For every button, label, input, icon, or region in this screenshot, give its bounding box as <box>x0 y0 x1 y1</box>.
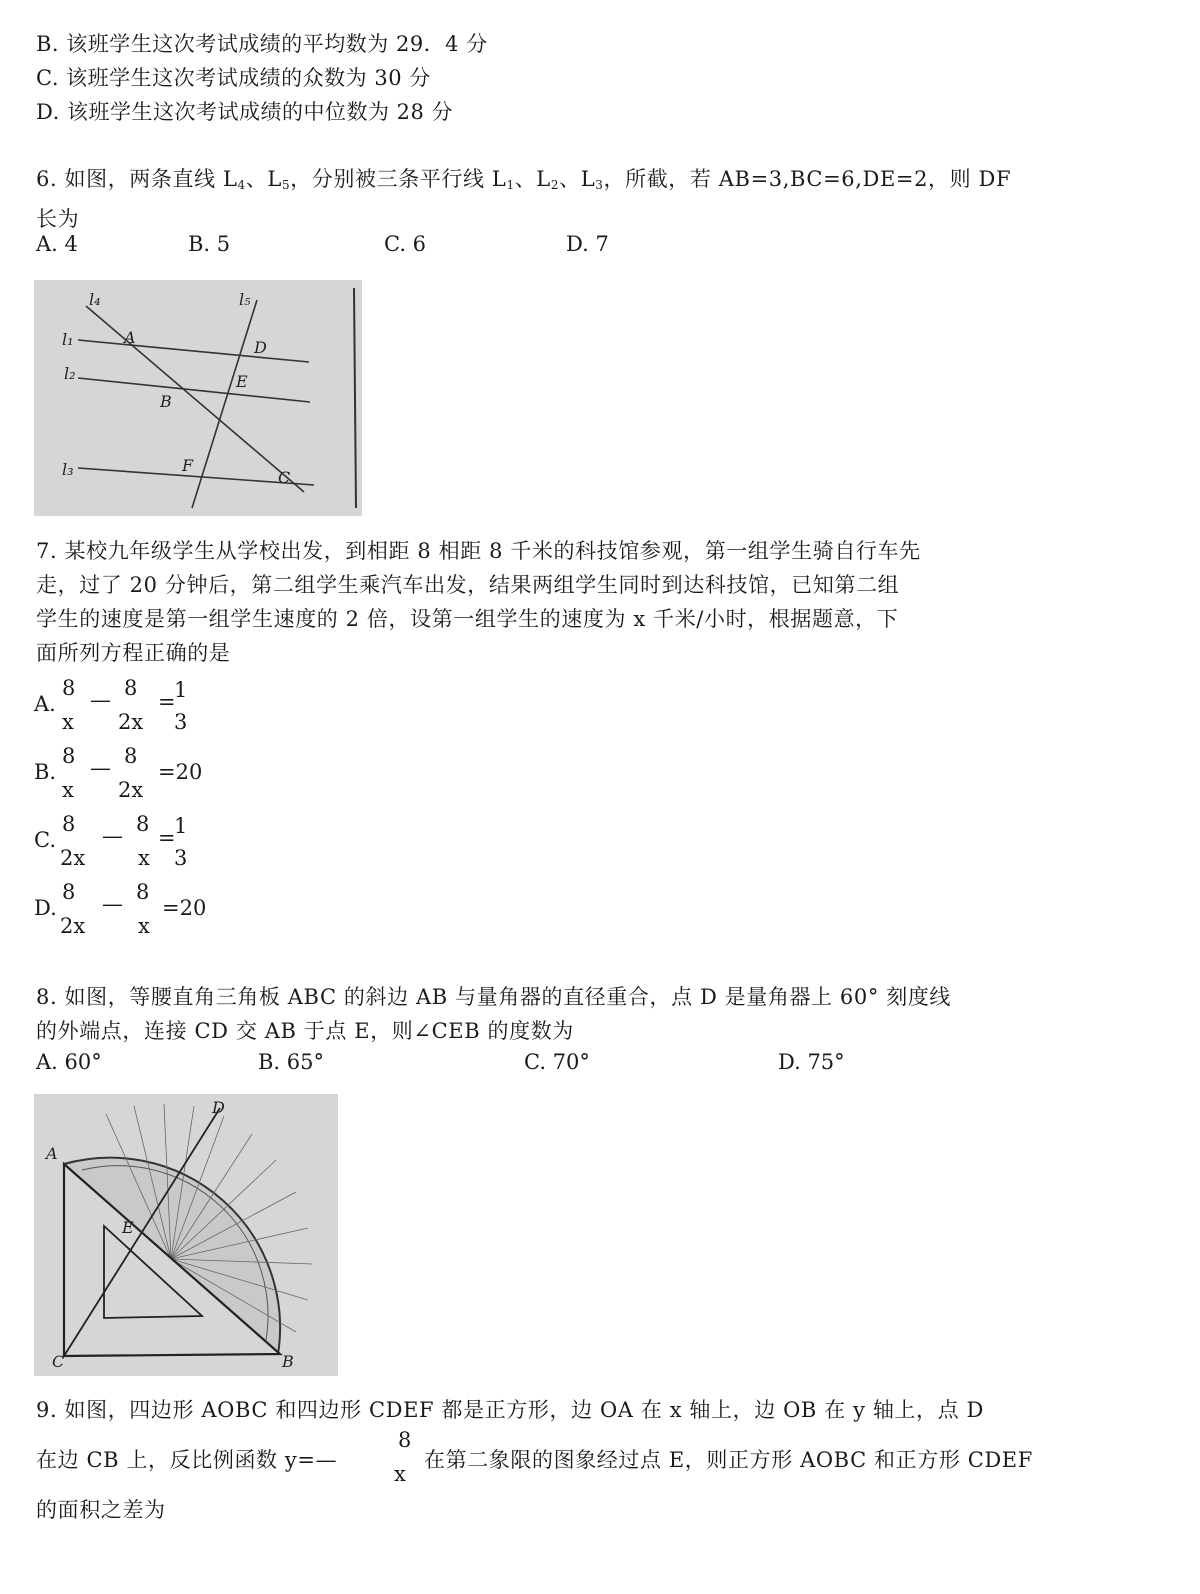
minus-sign: — <box>102 892 123 916</box>
numerator: 8 <box>62 744 76 768</box>
denominator: x <box>62 778 74 802</box>
q6-option-a: A. 4 <box>36 232 78 256</box>
label-C: C <box>52 1352 65 1371</box>
label-D: D <box>254 338 267 357</box>
denominator: 2x <box>118 778 144 802</box>
q6-option-d: D. 7 <box>566 232 609 256</box>
q7-stem <box>36 534 1148 670</box>
option-label: D. <box>34 896 57 920</box>
label-l1: l₁ <box>62 330 74 349</box>
numerator: 8 <box>136 880 150 904</box>
minus-sign: — <box>102 824 123 848</box>
denominator: 3 <box>174 710 188 734</box>
fraction-numerator: 8 <box>398 1428 412 1452</box>
numerator: 8 <box>62 880 76 904</box>
q7-option-b <box>34 744 294 808</box>
q9-stem-line1: 9. 如图，四边形 AOBC 和四边形 CDEF 都是正方形，边 OA 在 x 轴上，边 OB 在 y 轴上，点 D <box>36 1398 984 1422</box>
label-C: C <box>278 468 291 487</box>
numerator: 8 <box>62 676 76 700</box>
q6-stem-line1: 6. 如图，两条直线 $L_4$、$L_5$，分别被三条平行线 $L_1$、$L_2$、$L_3$，所截，若 AB=3,BC=6,DE=2，则 DF <box>36 167 1012 192</box>
label-l3: l₃ <box>62 460 74 479</box>
numerator: 8 <box>124 744 138 768</box>
denominator: 2x <box>60 914 86 938</box>
denominator: x <box>138 914 150 938</box>
label-E: E <box>122 1218 134 1237</box>
q7-stem-line2: 走，过了 20 分钟后，第二组学生乘汽车出发，结果两组学生同时到达科技馆，已知第二组 <box>36 573 900 597</box>
q8-option-a: A. 60° <box>36 1050 102 1074</box>
q8-option-c: C. 70° <box>524 1050 590 1074</box>
q6-stem <box>36 162 1148 236</box>
q8-option-d: D. 75° <box>778 1050 845 1074</box>
numerator: 1 <box>174 678 188 702</box>
label-D: D <box>212 1098 225 1117</box>
q6-option-c: C. 6 <box>384 232 427 256</box>
q6-figure <box>34 280 362 516</box>
numerator: 8 <box>62 812 76 836</box>
label-l2: l₂ <box>64 364 76 383</box>
denominator: 2x <box>118 710 144 734</box>
label-B: B <box>160 392 172 411</box>
q7-option-c <box>34 812 294 876</box>
q8-figure <box>34 1094 338 1376</box>
denominator: x <box>62 710 74 734</box>
q9-line2-text-b: 在第二象限的图象经过点 E，则正方形 AOBC 和正方形 CDEF <box>424 1448 1033 1472</box>
option-label: C. <box>34 828 56 852</box>
q7-stem-line3: 学生的速度是第一组学生速度的 2 倍，设第一组学生的速度为 x 千米/小时，根据题意，下 <box>36 607 899 631</box>
numerator: 1 <box>174 814 188 838</box>
q9-stem-line2 <box>36 1428 1156 1492</box>
numerator: 8 <box>136 812 150 836</box>
equals-sign: = <box>158 826 176 850</box>
q8-figure-drawing <box>34 1094 338 1376</box>
q6-option-b: B. 5 <box>188 232 231 256</box>
q7-stem-line1: 7. 某校九年级学生从学校出发，到相距 8 相距 8 千米的科技馆参观，第一组学生骑自行车先 <box>36 539 921 563</box>
minus-sign: — <box>90 756 111 780</box>
right-hand-side: =20 <box>162 896 207 920</box>
denominator: 2x <box>60 846 86 870</box>
label-A: A <box>124 328 136 347</box>
numerator: 8 <box>124 676 138 700</box>
q9-stem-line3: 的面积之差为 <box>36 1498 166 1522</box>
label-F: F <box>182 456 194 475</box>
q7-stem-line4: 面所列方程正确的是 <box>36 641 231 665</box>
q5-option-d: D. 该班学生这次考试成绩的中位数为 28 分 <box>36 100 454 124</box>
label-B: B <box>282 1352 294 1371</box>
label-l4: l₄ <box>89 290 101 309</box>
minus-sign: — <box>90 688 111 712</box>
label-l5: l₅ <box>239 290 251 309</box>
q6-figure-drawing <box>34 280 362 516</box>
q8-stem-line1: 8. 如图，等腰直角三角板 ABC 的斜边 AB 与量角器的直径重合，点 D 是量角器上 60° 刻度线 <box>36 985 952 1009</box>
denominator: x <box>138 846 150 870</box>
option-label: B. <box>34 760 57 784</box>
right-hand-side: =20 <box>158 760 203 784</box>
q7-option-a <box>34 676 294 740</box>
q7-option-d <box>34 880 294 944</box>
q9-line2-text-a: 在边 CB 上，反比例函数 y=— <box>36 1448 338 1472</box>
denominator: 3 <box>174 846 188 870</box>
q5-option-c: C. 该班学生这次考试成绩的众数为 30 分 <box>36 66 431 90</box>
label-E: E <box>236 372 248 391</box>
q5-option-b: B. 该班学生这次考试成绩的平均数为 29．4 分 <box>36 32 488 56</box>
equals-sign: = <box>158 690 176 714</box>
q8-option-b: B. 65° <box>258 1050 325 1074</box>
q6-stem-line2: 长为 <box>36 207 80 231</box>
q8-stem <box>36 980 1148 1048</box>
option-label: A. <box>34 692 56 716</box>
fraction-denominator: x <box>394 1462 406 1486</box>
label-A: A <box>46 1144 58 1163</box>
q8-stem-line2: 的外端点，连接 CD 交 AB 于点 E，则∠CEB 的度数为 <box>36 1019 574 1043</box>
